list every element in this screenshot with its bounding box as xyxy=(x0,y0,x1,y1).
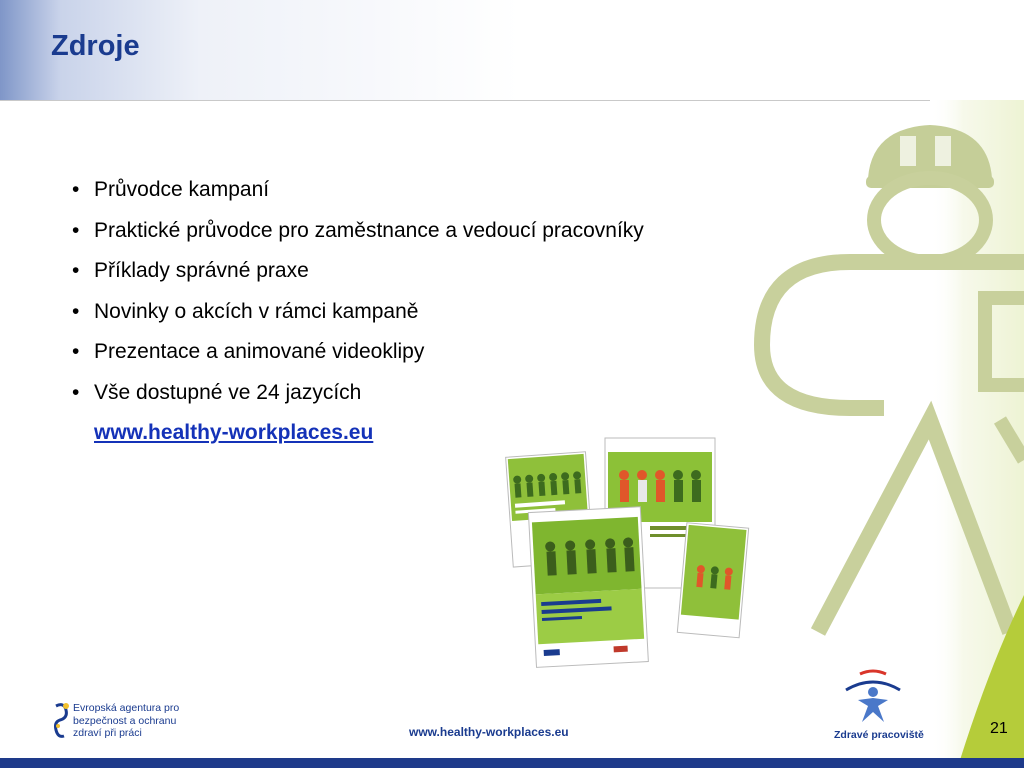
agency-emblem-icon xyxy=(56,703,70,736)
slide-title: Zdroje xyxy=(51,30,140,62)
footer-url: www.healthy-workplaces.eu xyxy=(409,725,569,739)
list-item xyxy=(72,298,644,339)
agency-name-line: zdraví při práci xyxy=(73,727,142,739)
bullet-marker: • xyxy=(72,299,80,323)
agency-name xyxy=(73,702,179,740)
list-item-text: Novinky o akcích v rámci kampaně xyxy=(94,299,419,323)
list-item xyxy=(72,338,644,379)
bullet-marker: • xyxy=(72,340,80,363)
page-number: 21 xyxy=(990,720,1008,737)
campaign-logo-icon xyxy=(838,668,908,724)
list-item-text: Praktické průvodce pro zaměstnance a vedoucí pracovníky xyxy=(94,218,644,242)
list-item xyxy=(72,176,644,217)
list-item-text: Průvodce kampaní xyxy=(94,178,270,201)
agency-name-line: Evropská agentura pro xyxy=(73,702,180,714)
resource-list xyxy=(72,176,644,419)
list-item-text: Prezentace a animované videoklipy xyxy=(94,340,425,363)
bullet-marker: • xyxy=(72,218,80,242)
bullet-marker: • xyxy=(72,259,80,282)
list-item-text: Vše dostupné ve 24 jazycích xyxy=(94,380,362,404)
list-item xyxy=(72,217,644,258)
bullet-marker: • xyxy=(72,380,80,404)
footer-bar xyxy=(0,758,1024,768)
agency-name-line: bezpečnost a ochranu xyxy=(73,714,177,727)
list-item xyxy=(72,379,644,420)
list-item-text: Příklady správné praxe xyxy=(94,259,309,282)
campaign-name: Zdravé pracoviště xyxy=(834,729,924,741)
list-item xyxy=(72,257,644,298)
brochures-image xyxy=(500,430,750,675)
bullet-marker: • xyxy=(72,178,80,201)
campaign-website-link[interactable]: www.healthy-workplaces.eu xyxy=(94,421,374,444)
